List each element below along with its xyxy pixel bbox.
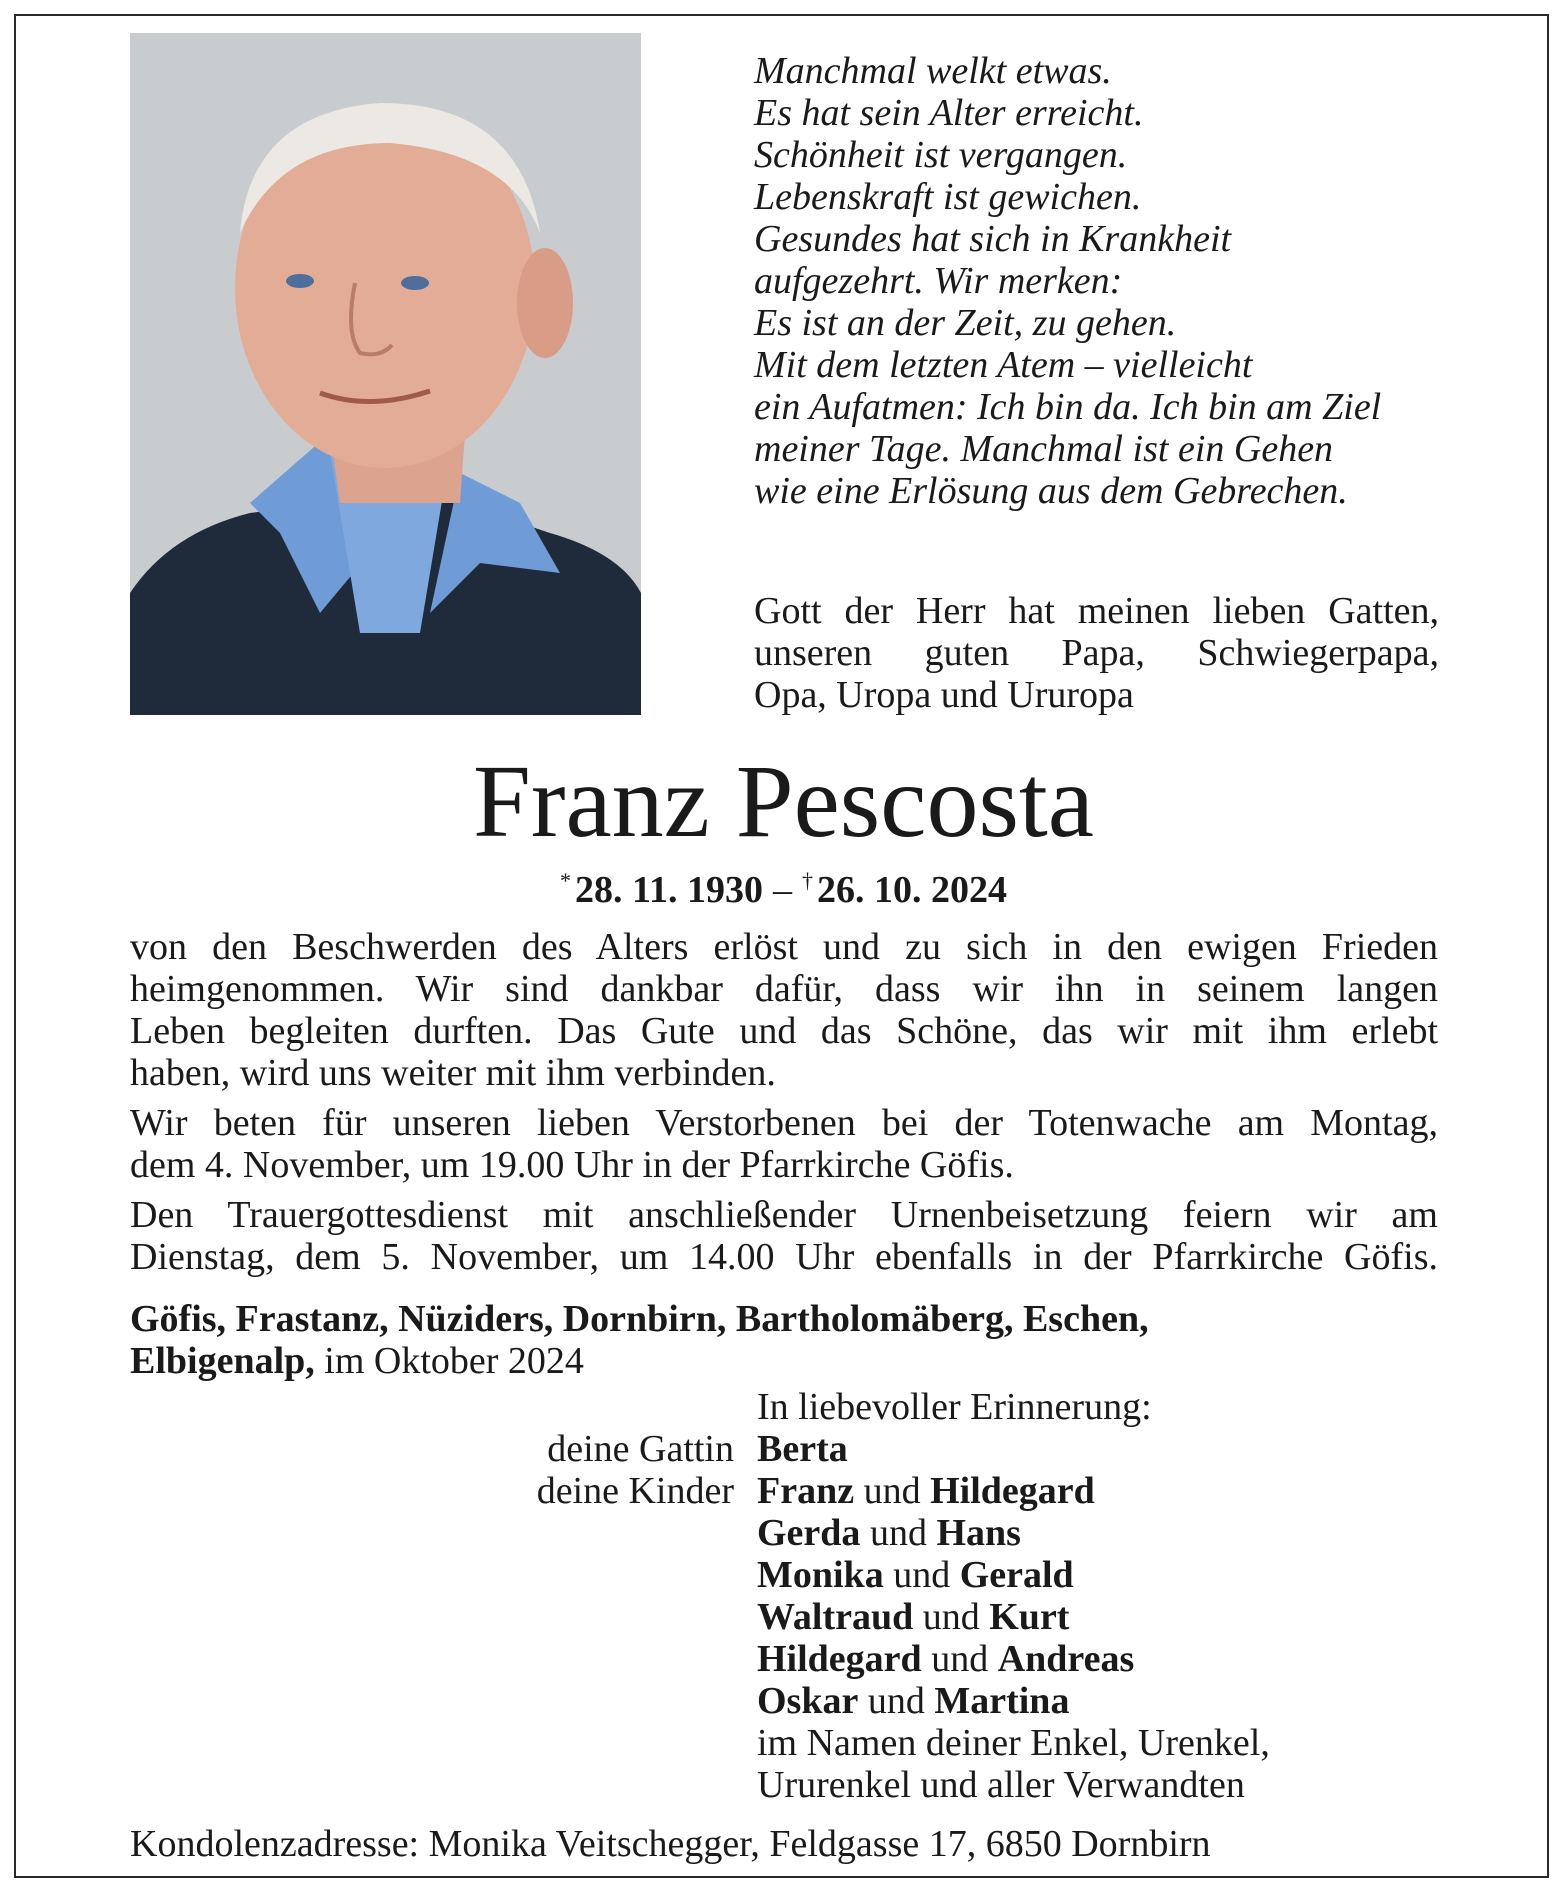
paragraph-line: haben, wird uns weiter mit ihm verbinden. <box>130 1052 776 1094</box>
places-line-1: Göfis, Frastanz, Nüziders, Dornbirn, Bartholomäberg, Eschen, <box>130 1298 1149 1340</box>
connector: und <box>867 1680 925 1722</box>
poem-line: Es hat sein Alter erreicht. <box>754 92 1144 134</box>
child-row <box>0 1470 1567 1512</box>
paragraph-line: Wir beten für unseren lieben Verstorbenen bei der Totenwache am Montag, <box>130 1102 1438 1144</box>
poem-line: Schönheit ist vergangen. <box>754 134 1128 176</box>
death-date: 26. 10. 2024 <box>816 869 1007 911</box>
birth-date: 28. 11. 1930 <box>575 869 763 911</box>
connector: und <box>931 1638 989 1680</box>
child-row <box>0 1554 1567 1596</box>
paragraph-line: Den Trauergottesdienst mit anschließender Urnenbeisetzung feiern wir am <box>130 1194 1438 1236</box>
poem-line: meiner Tage. Manchmal ist ein Gehen <box>754 428 1334 470</box>
connector: und <box>863 1470 921 1512</box>
deceased-name: Franz Pescosta <box>473 744 1094 859</box>
paragraph-line: dem 4. November, um 19.00 Uhr in der Pfarrkirche Göfis. <box>130 1144 1014 1186</box>
remembrance-block <box>0 1386 1567 1806</box>
child-name: Monika <box>757 1554 884 1596</box>
partner-name: Andreas <box>997 1638 1135 1680</box>
intro-text <box>754 590 1439 716</box>
poem-line: Gesundes hat sich in Krankheit <box>754 218 1232 260</box>
partner-name: Martina <box>934 1680 1070 1722</box>
paragraph-line: heimgenommen. Wir sind dankbar dafür, dass wir ihn in seinem langen <box>130 968 1438 1010</box>
child-name: Oskar <box>757 1680 859 1722</box>
paragraph-vigil <box>130 1102 1438 1186</box>
portrait-illustration <box>130 33 641 715</box>
closing-line: im Namen deiner Enkel, Urenkel, <box>757 1722 1270 1764</box>
partner-name: Hans <box>936 1512 1021 1554</box>
child-name: Waltraud <box>757 1596 914 1638</box>
poem <box>754 50 1454 512</box>
spouse-name: Berta <box>757 1428 848 1470</box>
poem-line: wie eine Erlösung aus dem Gebrechen. <box>754 470 1348 512</box>
partner-name: Gerald <box>959 1554 1074 1596</box>
connector: und <box>922 1596 980 1638</box>
intro-line: Gott der Herr hat meinen lieben Gatten, <box>754 590 1439 632</box>
date-separator: – <box>772 869 792 911</box>
death-symbol: † <box>801 868 813 893</box>
paragraph-line: von den Beschwerden des Alters erlöst und zu sich in den ewigen Frieden <box>130 926 1438 968</box>
partner-name: Hildegard <box>930 1470 1095 1512</box>
paragraph-funeral <box>130 1194 1438 1278</box>
closing-line: Ururenkel und aller Verwandten <box>757 1764 1245 1806</box>
paragraph-release <box>130 926 1438 1094</box>
places-and-date <box>130 1298 1438 1382</box>
child-name: Gerda <box>757 1512 861 1554</box>
child-row <box>0 1596 1567 1638</box>
poem-line: Manchmal welkt etwas. <box>754 50 1112 92</box>
children-label: deine Kinder <box>536 1470 734 1512</box>
poem-line: Mit dem letzten Atem – vielleicht <box>754 344 1253 386</box>
portrait-photo <box>130 33 641 715</box>
poem-line: aufgezehrt. Wir merken: <box>754 260 1123 302</box>
places-line-2: Elbigenalp, <box>130 1340 315 1382</box>
life-dates <box>0 858 1567 913</box>
poem-line: Es ist an der Zeit, zu gehen. <box>754 302 1177 344</box>
place-date: im Oktober 2024 <box>314 1340 584 1382</box>
child-row <box>0 1638 1567 1680</box>
paragraph-line: Dienstag, dem 5. November, um 14.00 Uhr ebenfalls in der Pfarrkirche Göfis. <box>130 1236 1438 1278</box>
child-row <box>0 1680 1567 1722</box>
poem-line: ein Aufatmen: Ich bin da. Ich bin am Ziel <box>754 386 1382 428</box>
poem-line: Lebenskraft ist gewichen. <box>754 176 1142 218</box>
intro-line: Opa, Uropa und Ururopa <box>754 674 1134 716</box>
connector: und <box>869 1512 927 1554</box>
partner-name: Kurt <box>989 1596 1070 1638</box>
child-name: Hildegard <box>757 1638 922 1680</box>
remembrance-heading: In liebevoller Erinnerung: <box>757 1386 1152 1428</box>
child-name: Franz <box>757 1470 855 1512</box>
connector: und <box>893 1554 951 1596</box>
child-row <box>0 1512 1567 1554</box>
paragraph-line: Leben begleiten durften. Das Gute und das Schöne, das wir mit ihm erlebt <box>130 1010 1438 1052</box>
birth-symbol: * <box>560 868 572 893</box>
condolence-address: Kondolenzadresse: Monika Veitschegger, Feldgasse 17, 6850 Dornbirn <box>130 1823 1211 1865</box>
spouse-label: deine Gattin <box>547 1428 734 1470</box>
intro-line: unseren guten Papa, Schwiegerpapa, <box>754 632 1439 674</box>
